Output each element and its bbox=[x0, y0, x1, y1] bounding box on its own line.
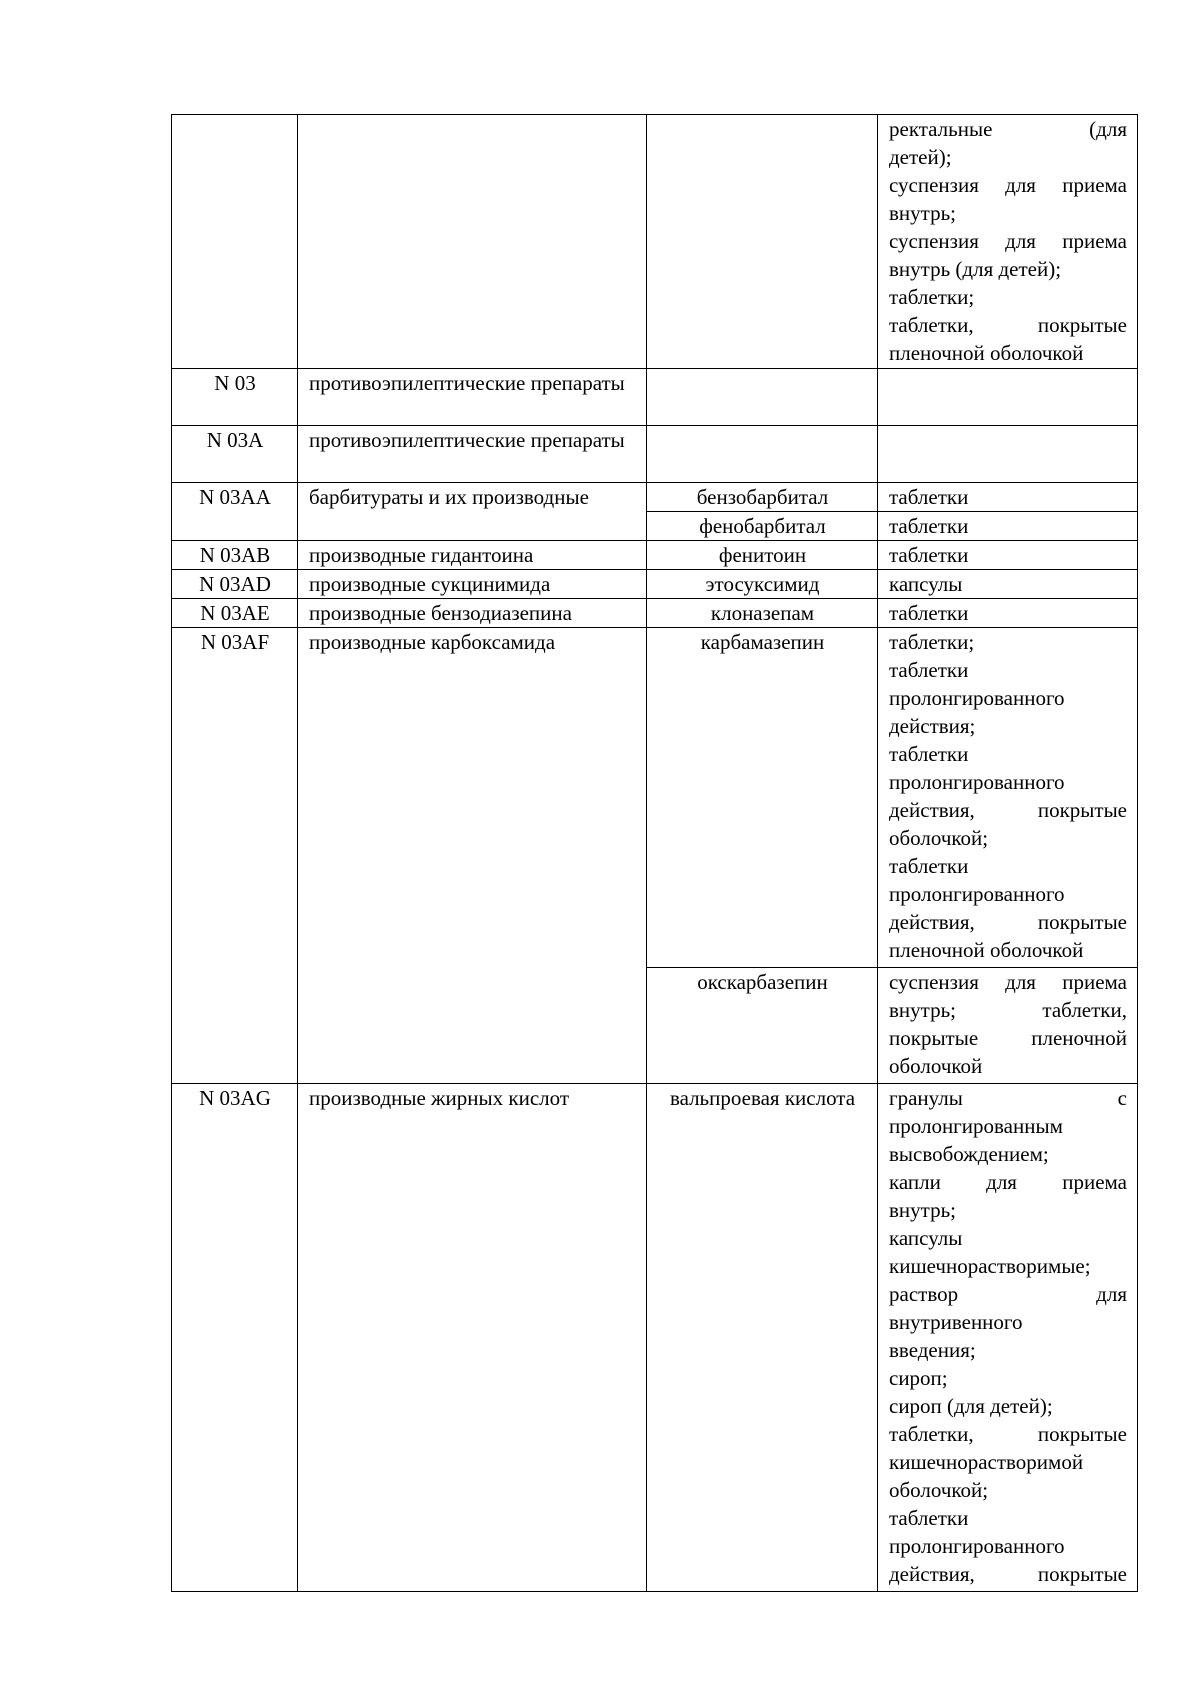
dosage-form-cell bbox=[878, 512, 1138, 541]
form-line: таблетки bbox=[889, 658, 969, 682]
group-cell: барбитураты и их производные bbox=[298, 483, 647, 541]
drug-name-cell bbox=[647, 426, 878, 483]
table-row bbox=[172, 483, 1138, 512]
group-cell: противоэпилептические препараты bbox=[298, 369, 647, 426]
form-line: кишечнорастворимые; bbox=[889, 1254, 1091, 1278]
form-line: оболочкой; bbox=[889, 826, 989, 850]
form-line: капсулы bbox=[889, 1226, 963, 1250]
table-row bbox=[172, 1084, 1138, 1592]
form-line: таблетки, покрытые bbox=[889, 1422, 1127, 1446]
form-line: суспензия для приема bbox=[889, 970, 1127, 994]
drug-name-cell: этосуксимид bbox=[647, 570, 878, 599]
form-line: пролонгированного bbox=[889, 686, 1065, 710]
form-line: таблетки; bbox=[889, 285, 975, 309]
table-row bbox=[172, 599, 1138, 628]
form-line: таблетки bbox=[889, 601, 969, 625]
form-line: действия, покрытые bbox=[889, 798, 1127, 822]
table-row bbox=[172, 570, 1138, 599]
form-line: капли для приема bbox=[889, 1170, 1127, 1194]
drug-name-cell: фенитоин bbox=[647, 541, 878, 570]
dosage-form-cell bbox=[878, 483, 1138, 512]
dosage-form-cell bbox=[878, 426, 1138, 483]
group-cell: противоэпилептические препараты bbox=[298, 426, 647, 483]
dosage-form-cell bbox=[878, 570, 1138, 599]
dosage-form-cell bbox=[878, 628, 1138, 968]
form-line: оболочкой bbox=[889, 1054, 983, 1078]
form-line: раствор для bbox=[889, 1282, 1127, 1306]
form-line: капсулы bbox=[889, 572, 963, 596]
form-line: таблетки bbox=[889, 543, 969, 567]
drug-name-cell: фенобарбитал bbox=[647, 512, 878, 541]
group-cell: производные жирных кислот bbox=[298, 1084, 647, 1592]
atc-code-cell: N 03AF bbox=[172, 628, 298, 1084]
table-row bbox=[172, 541, 1138, 570]
form-line: пролонгированного bbox=[889, 882, 1065, 906]
form-line: внутрь (для детей); bbox=[889, 257, 1062, 281]
form-line: гранулы с bbox=[889, 1086, 1127, 1110]
atc-code-cell: N 03 bbox=[172, 369, 298, 426]
form-line: суспензия для приема bbox=[889, 173, 1127, 197]
form-line: пленочной оболочкой bbox=[889, 938, 1084, 962]
form-line: действия; bbox=[889, 714, 976, 738]
drug-name-cell: окскарбазепин bbox=[647, 968, 878, 1084]
form-line: таблетки bbox=[889, 1506, 969, 1530]
form-line: детей); bbox=[889, 145, 952, 169]
form-line: пролонгированным bbox=[889, 1114, 1063, 1138]
form-line: таблетки bbox=[889, 742, 969, 766]
drug-table bbox=[171, 114, 1138, 1592]
drug-name-cell: клоназепам bbox=[647, 599, 878, 628]
form-line: действия, покрытые bbox=[889, 910, 1127, 934]
form-line: внутрь; bbox=[889, 201, 956, 225]
atc-code-cell: N 03AE bbox=[172, 599, 298, 628]
form-line: таблетки; bbox=[889, 630, 975, 654]
atc-code-cell: N 03AG bbox=[172, 1084, 298, 1592]
form-line: введения; bbox=[889, 1338, 976, 1362]
form-line: действия, покрытые bbox=[889, 1562, 1127, 1586]
dosage-form-cell bbox=[878, 541, 1138, 570]
atc-code-cell: N 03A bbox=[172, 426, 298, 483]
dosage-form-cell bbox=[878, 968, 1138, 1084]
form-line: пролонгированного bbox=[889, 770, 1065, 794]
drug-name-cell: бензобарбитал bbox=[647, 483, 878, 512]
form-line: таблетки bbox=[889, 485, 969, 509]
table-row bbox=[172, 369, 1138, 426]
group-cell: производные сукцинимида bbox=[298, 570, 647, 599]
form-line: таблетки bbox=[889, 514, 969, 538]
table-row bbox=[172, 426, 1138, 483]
atc-code-cell bbox=[172, 115, 298, 369]
form-line: ректальные (для bbox=[889, 117, 1127, 141]
drug-name-cell: карбамазепин bbox=[647, 628, 878, 968]
drug-name-cell bbox=[647, 369, 878, 426]
table-row bbox=[172, 115, 1138, 369]
dosage-form-cell bbox=[878, 369, 1138, 426]
form-line: внутривенного bbox=[889, 1310, 1023, 1334]
form-line: пролонгированного bbox=[889, 1534, 1065, 1558]
form-line: таблетки, покрытые bbox=[889, 313, 1127, 337]
group-cell: производные гидантоина bbox=[298, 541, 647, 570]
drug-name-cell bbox=[647, 115, 878, 369]
atc-code-cell: N 03AD bbox=[172, 570, 298, 599]
form-line: внутрь; таблетки, bbox=[889, 998, 1127, 1022]
group-cell: производные карбоксамида bbox=[298, 628, 647, 1084]
form-line: сироп; bbox=[889, 1366, 948, 1390]
drug-name-cell: вальпроевая кислота bbox=[647, 1084, 878, 1592]
atc-code-cell: N 03AA bbox=[172, 483, 298, 541]
form-line: таблетки bbox=[889, 854, 969, 878]
form-line: суспензия для приема bbox=[889, 229, 1127, 253]
form-line: оболочкой; bbox=[889, 1478, 989, 1502]
dosage-form-cell bbox=[878, 1084, 1138, 1592]
dosage-form-cell bbox=[878, 599, 1138, 628]
group-cell: производные бензодиазепина bbox=[298, 599, 647, 628]
form-line: кишечнорастворимой bbox=[889, 1450, 1084, 1474]
form-line: пленочной оболочкой bbox=[889, 341, 1084, 365]
form-line: внутрь; bbox=[889, 1198, 956, 1222]
form-line: сироп (для детей); bbox=[889, 1394, 1053, 1418]
dosage-form-cell bbox=[878, 115, 1138, 369]
group-cell bbox=[298, 115, 647, 369]
atc-code-cell: N 03AB bbox=[172, 541, 298, 570]
table-row bbox=[172, 628, 1138, 968]
form-line: высвобождением; bbox=[889, 1142, 1049, 1166]
form-line: покрытые пленочной bbox=[889, 1026, 1127, 1050]
